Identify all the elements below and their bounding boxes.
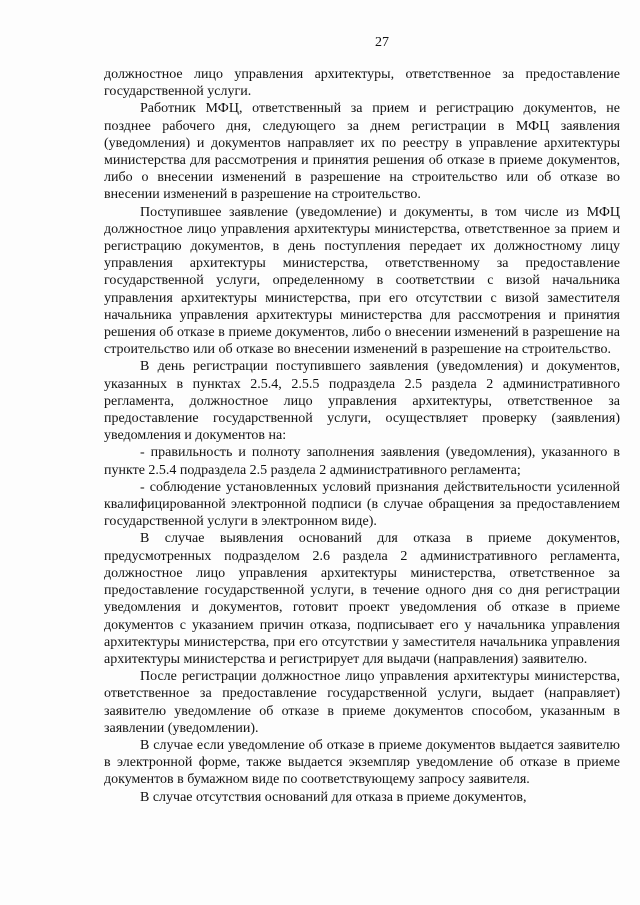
paragraph: Поступившее заявление (уведомление) и документы, в том числе из МФЦ должностное лицо управления архитектуры министерства, ответственное за прием и регистрацию документов, в день поступления передает их должностному лицу управления архитектуры министерства, ответственному за предоставление государственной услуги, определенному в соответствии с визой начальника управления архитектуры министерства, при его отсутствии с визой заместителя начальника управления архитектуры министерства для рассмотрения и принятия решения об отказе в приеме документов, либо о внесении изменений в разрешение на строительство или об отказе во внесении изменений в разрешение на строительство. bbox=[104, 204, 620, 358]
paragraph: Работник МФЦ, ответственный за прием и регистрацию документов, не позднее рабочего дня, следующего за днем регистрации в МФЦ заявления (уведомления) и документов направляет их по реестру в управление архитектуры министерства для рассмотрения и принятия решения об отказе в приеме документов, либо о внесении изменений в разрешение на строительство или об отказе во внесении изменений в разрешение на строительство. bbox=[104, 101, 620, 203]
page-number: 27 bbox=[375, 35, 389, 50]
paragraph: После регистрации должностное лицо управления архитектуры министерства, ответственное за предоставление государственной услуги, выдает (направляет) заявителю уведомление об отказе в приеме документов способом, указанным в заявлении (уведомлении). bbox=[104, 669, 620, 736]
paragraph: - правильность и полноту заполнения заявления (уведомления), указанного в пункте 2.5.4 подраздела 2.5 раздела 2 административного регламента; bbox=[104, 445, 620, 478]
document-body bbox=[104, 66, 620, 806]
paragraph: В день регистрации поступившего заявления (уведомления) и документов, указанных в пунктах 2.5.4, 2.5.5 подраздела 2.5 раздела 2 административного регламента, должностное лицо управления архитектуры, ответственное за предоставление государственной услуги, осуществляет проверку (заявления) уведомления и документов на: bbox=[104, 359, 620, 444]
paragraph: В случае отсутствия оснований для отказа в приеме документов, bbox=[140, 789, 527, 805]
paragraph: - соблюдение установленных условий признания действительности усиленной квалифицированной электронной подписи (в случае обращения за предоставлением государственной услуги в электронном виде). bbox=[104, 479, 620, 530]
paragraph: В случае выявления оснований для отказа в приеме документов, предусмотренных подразделом 2.6 раздела 2 административного регламента, должностное лицо управления архитектуры министерства, ответственное за предоставление государственной услуги, в течение одного дня со дня регистрации уведомления и документов, готовит проект уведомления об отказе в приеме документов с указанием причин отказа, подписывает его у начальника управления архитектуры министерства, при его отсутствии у заместителя начальника управления архитектуры министерства и регистрирует для выдачи (направления) заявителю. bbox=[104, 531, 620, 667]
paragraph: В случае если уведомление об отказе в приеме документов выдается заявителю в электронной форме, также выдается экземпляр уведомление об отказе в приеме документов в бумажном виде по соответствующему запросу заявителя. bbox=[104, 737, 620, 788]
paragraph: должностное лицо управления архитектуры, ответственное за предоставление государственной услуги. bbox=[104, 67, 620, 100]
